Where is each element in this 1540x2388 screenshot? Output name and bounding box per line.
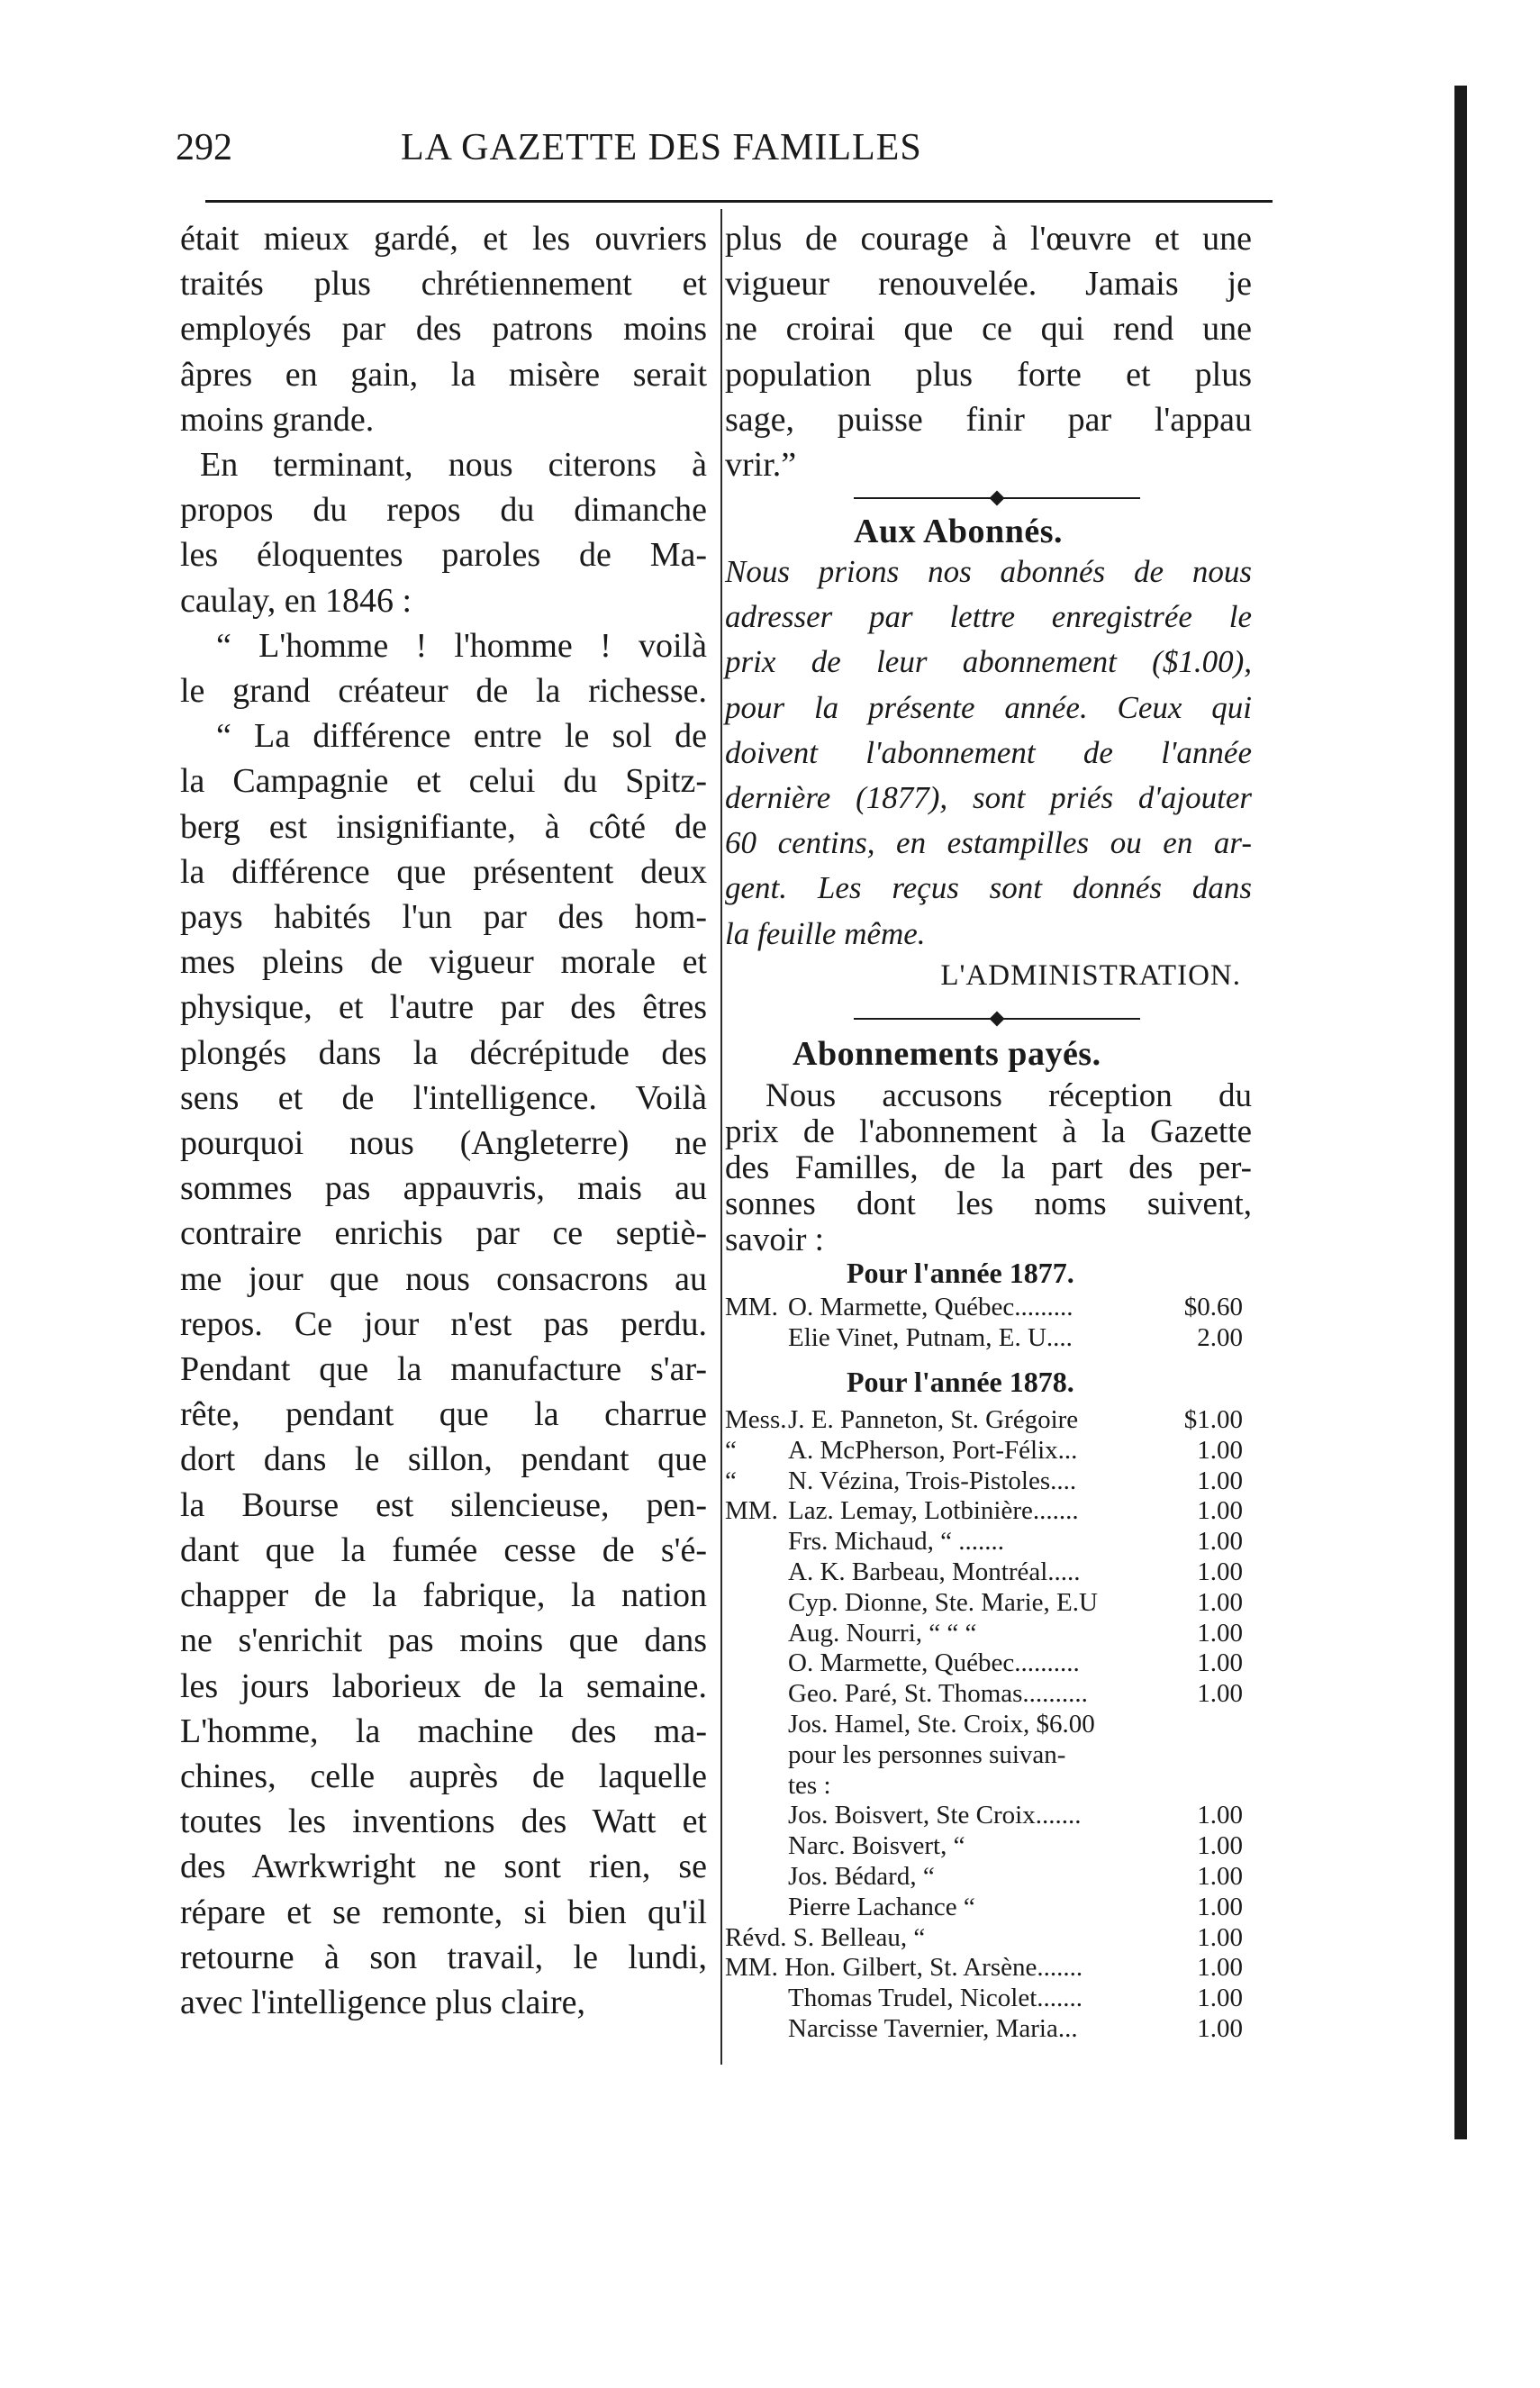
amount: 1.00 — [1197, 1801, 1243, 1830]
subscriber-name: Cyp. Dionne, Ste. Marie, E.U — [788, 1587, 1098, 1617]
text-line: employés par des patrons moins — [180, 310, 707, 349]
amount: 1.00 — [1197, 1557, 1243, 1586]
intro-line: prix de l'abonnement à la Gazette — [725, 1113, 1252, 1150]
text-line: Pendant que la manufacture s'ar- — [180, 1350, 707, 1389]
notice-line: Nous prions nos abonnés de nous — [725, 554, 1252, 589]
left-column — [180, 216, 707, 2025]
subscriber-name: Aug. Nourri, “ “ “ — [788, 1618, 977, 1648]
subscriber-name: Frs. Michaud, “ ....... — [788, 1527, 1005, 1557]
amount: 2.00 — [1197, 1322, 1243, 1352]
text-line: la Bourse est silencieuse, pen- — [180, 1485, 707, 1524]
text-line: mes pleins de vigueur morale et — [180, 943, 707, 982]
text-line: la Campagnie et celui du Spitz- — [180, 762, 707, 801]
text-line: traités plus chrétiennement et — [180, 265, 707, 304]
text-line: avec l'intelligence plus claire, — [180, 1983, 585, 2021]
subscriber-row — [725, 1436, 1256, 1466]
intro-line: Nous accusons réception du — [765, 1077, 1252, 1114]
subscriber-name: Laz. Lemay, Lotbinière....... — [788, 1496, 1079, 1526]
notice-heading: Aux Abonnés. — [854, 513, 1063, 550]
text-line: population plus forte et plus — [725, 355, 1252, 394]
text-line: sage, puisse finir par l'appau — [725, 400, 1252, 439]
text-line: contraire enrichis par ce septiè- — [180, 1214, 707, 1253]
amount: 1.00 — [1197, 1831, 1243, 1861]
subscriber-row — [725, 1923, 1256, 1954]
notice-signature: L'ADMINISTRATION. — [940, 959, 1241, 992]
notice-line: gent. Les reçus sont donnés dans — [725, 870, 1252, 906]
right-column-text — [725, 216, 1252, 487]
subscriber-row — [725, 1323, 1256, 1354]
running-header — [176, 126, 1265, 171]
subscriber-row — [725, 1588, 1256, 1619]
subscriber-name: Jos. Hamel, Ste. Croix, $6.00 — [788, 1709, 1095, 1739]
row-prefix: “ — [725, 1435, 737, 1465]
page-number: 292 — [176, 127, 232, 168]
text-line: ne s'enrichit pas moins que dans — [180, 1621, 707, 1660]
subscriber-name: A. McPherson, Port-Félix... — [788, 1435, 1078, 1465]
subscriber-row — [725, 1893, 1256, 1923]
ornamental-separator — [854, 1018, 1140, 1020]
text-line: sommes pas appauvris, mais au — [180, 1169, 707, 1208]
subscriber-name: Geo. Paré, St. Thomas.......... — [788, 1679, 1088, 1709]
subscriber-name: O. Marmette, Québec......... — [788, 1293, 1073, 1321]
amount: 1.00 — [1197, 1984, 1243, 2013]
subscriber-name: A. K. Barbeau, Montréal..... — [788, 1557, 1081, 1586]
subscriber-name: Révd. S. Belleau, “ — [725, 1922, 926, 1952]
year-1878-label: Pour l'année 1878. — [847, 1366, 1074, 1398]
notice-line: adresser par lettre enregistrée le — [725, 599, 1252, 635]
amount: 1.00 — [1197, 1953, 1243, 1983]
subscriber-row — [725, 1801, 1256, 1831]
text-line: les éloquentes paroles de Ma- — [180, 536, 707, 575]
text-line: plongés dans la décrépitude des — [180, 1033, 707, 1072]
amount: $1.00 — [1183, 1405, 1243, 1434]
column-divider — [720, 209, 722, 2065]
notice-line: 60 centins, en estampilles ou en ar- — [725, 825, 1252, 861]
running-title: LA GAZETTE DES FAMILLES — [401, 127, 922, 168]
text-line: la différence que présentent deux — [180, 852, 707, 891]
text-line: sens et de l'intelligence. Voilà — [180, 1078, 707, 1117]
subscriber-row — [725, 1557, 1256, 1588]
subscriber-row — [725, 1466, 1256, 1497]
notice-line: la feuille même. — [725, 915, 926, 951]
amount: 1.00 — [1197, 2013, 1243, 2043]
text-line: “ La différence entre le sol de — [216, 717, 707, 756]
amount: 1.00 — [1197, 1922, 1243, 1952]
subscriber-row — [725, 1740, 1256, 1771]
notice-line: prix de leur abonnement ($1.00), — [725, 644, 1252, 680]
text-line: dort dans le sillon, pendant que — [180, 1440, 707, 1479]
year-1877-label: Pour l'année 1877. — [847, 1257, 1074, 1289]
subscriber-row — [725, 1984, 1256, 2014]
amount: 1.00 — [1197, 1587, 1243, 1617]
subscriber-name: O. Marmette, Québec.......... — [788, 1648, 1080, 1678]
ornamental-separator — [854, 497, 1140, 499]
text-line: des Awrkwright ne sont rien, se — [180, 1848, 707, 1886]
text-line: toutes les inventions des Watt et — [180, 1802, 707, 1841]
subscriber-row — [725, 1619, 1256, 1649]
subscriber-row — [725, 1648, 1256, 1679]
intro-line: savoir : — [725, 1221, 824, 1258]
text-line: caulay, en 1846 : — [180, 581, 412, 620]
amount: 1.00 — [1197, 1892, 1243, 1921]
subscriber-name: Jos. Boisvert, Ste Croix....... — [788, 1801, 1082, 1830]
text-line: ne croirai que ce qui rend une — [725, 310, 1252, 349]
text-line: vrir.” — [725, 446, 797, 485]
subscriber-name: J. E. Panneton, St. Grégoire — [788, 1405, 1079, 1434]
amount: 1.00 — [1197, 1861, 1243, 1891]
notice-line: pour la présente année. Ceux qui — [725, 689, 1252, 725]
text-line: plus de courage à l'œuvre et une — [725, 220, 1252, 258]
subscriber-name: MM. Hon. Gilbert, St. Arsène....... — [725, 1953, 1083, 1983]
text-line: rête, pendant que la charrue — [180, 1395, 707, 1434]
text-line: En terminant, nous citerons à — [200, 446, 707, 485]
subscriber-name: Jos. Bédard, “ — [788, 1861, 935, 1891]
text-line: berg est insignifiante, à côté de — [180, 807, 707, 846]
subscriber-row — [725, 1953, 1256, 1984]
subscriber-name: Pierre Lachance “ — [788, 1892, 975, 1921]
subscriber-name: Elie Vinet, Putnam, E. U.... — [788, 1322, 1073, 1352]
text-line: propos du repos du dimanche — [180, 491, 707, 530]
row-prefix: Mess. — [725, 1405, 787, 1434]
subscriber-row — [725, 1771, 1256, 1802]
text-line: “ L'homme ! l'homme ! voilà — [216, 626, 707, 665]
text-line: chapper de la fabrique, la nation — [180, 1576, 707, 1615]
amount: $0.60 — [1183, 1293, 1243, 1321]
text-line: vigueur renouvelée. Jamais je — [725, 265, 1252, 304]
subscriber-row — [725, 1293, 1256, 1323]
subscriber-name: Narcisse Tavernier, Maria... — [788, 2013, 1078, 2043]
page-edge-bar — [1454, 86, 1467, 2139]
amount: 1.00 — [1197, 1527, 1243, 1557]
subscriber-name: N. Vézina, Trois-Pistoles.... — [788, 1466, 1077, 1495]
subscriber-name: Narc. Boisvert, “ — [788, 1831, 965, 1861]
intro-line: des Familles, de la part des per- — [725, 1149, 1252, 1186]
row-prefix: MM. — [725, 1496, 778, 1526]
header-rule — [205, 200, 1273, 203]
subscriber-row — [725, 1496, 1256, 1527]
text-line: physique, et l'autre par des êtres — [180, 988, 707, 1027]
text-line: retourne à son travail, le lundi, — [180, 1938, 707, 1976]
text-line: pourquoi nous (Angleterre) ne — [180, 1124, 707, 1163]
subscriber-list-1877 — [725, 1293, 1256, 1354]
subscriber-name: pour les personnes suivan- — [788, 1739, 1066, 1769]
text-line: répare et se remonte, si bien qu'il — [180, 1893, 707, 1931]
notice-line: doivent l'abonnement de l'année — [725, 734, 1252, 770]
amount: 1.00 — [1197, 1435, 1243, 1465]
text-line: le grand créateur de la richesse. — [180, 672, 707, 711]
text-line: âpres en gain, la misère serait — [180, 355, 707, 394]
amount: 1.00 — [1197, 1496, 1243, 1526]
subscriber-row — [725, 1679, 1256, 1710]
text-line: repos. Ce jour n'est pas perdu. — [180, 1304, 707, 1343]
subscriber-row — [725, 1862, 1256, 1893]
subscriber-row — [725, 1527, 1256, 1557]
text-line: moins grande. — [180, 400, 375, 439]
text-line: dant que la fumée cesse de s'é- — [180, 1530, 707, 1569]
notice-line: dernière (1877), sont priés d'ajouter — [725, 780, 1252, 815]
subscriptions-heading: Abonnements payés. — [793, 1035, 1101, 1073]
subscriber-list-1878 — [725, 1405, 1256, 2045]
text-line: L'homme, la machine des ma- — [180, 1712, 707, 1750]
amount: 1.00 — [1197, 1679, 1243, 1709]
text-line: chines, celle auprès de laquelle — [180, 1757, 707, 1795]
intro-line: sonnes dont les noms suivent, — [725, 1185, 1252, 1222]
row-prefix: MM. — [725, 1293, 778, 1321]
subscriber-row — [725, 1710, 1256, 1740]
subscriber-name: tes : — [788, 1770, 831, 1800]
row-prefix: “ — [725, 1466, 737, 1495]
amount: 1.00 — [1197, 1648, 1243, 1678]
text-line: me jour que nous consacrons au — [180, 1259, 707, 1298]
text-line: était mieux gardé, et les ouvriers — [180, 220, 707, 258]
subscriber-row — [725, 2014, 1256, 2045]
text-line: pays habités l'un par des hom- — [180, 898, 707, 937]
subscriber-row — [725, 1405, 1256, 1436]
text-line: les jours laborieux de la semaine. — [180, 1666, 707, 1705]
amount: 1.00 — [1197, 1618, 1243, 1648]
subscriber-row — [725, 1831, 1256, 1862]
amount: 1.00 — [1197, 1466, 1243, 1495]
subscriber-name: Thomas Trudel, Nicolet....... — [788, 1984, 1083, 2013]
